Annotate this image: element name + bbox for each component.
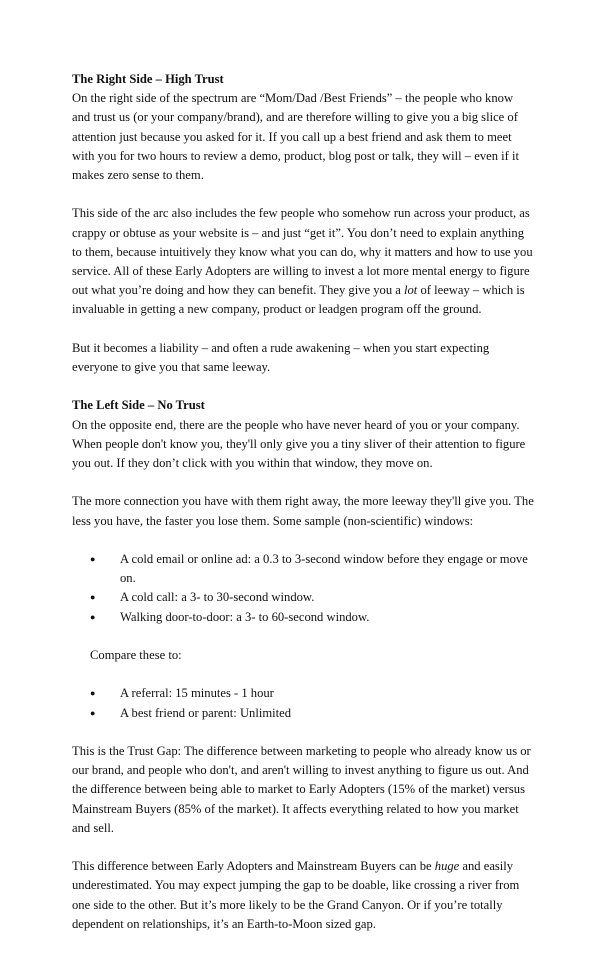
emphasis-lot: lot bbox=[404, 283, 418, 298]
paragraph-left-2: The more connection you have with them right away, the more leeway they'll give you. The less you have, the faster you lose them. Some sample (non-scientific) windows: bbox=[72, 494, 534, 528]
list-item: ● Walking door-to-door: a 3- to 60-second window. bbox=[120, 608, 534, 627]
text-span: and easily underestimated. You may expect jumping the gap to be doable, like crossing a river from one side to the other. But it’s more likely to be the Grand Canyon. Or if you’re totally dependent on relationships, it’s an Earth-to-Moon sized gap. bbox=[72, 859, 520, 931]
paragraph-trust-gap: This is the Trust Gap: The difference between marketing to people who already know us or our brand, and people who don't, and aren't willing to invest anything to figure us out. And the difference between being able to market to Early Adopters (15% of the market) versus Mainstream Buyers (85% of the market). It affects everything related to how you market and sell. bbox=[72, 743, 531, 835]
paragraph-right-1: On the right side of the spectrum are “Mom/Dad /Best Friends” – the people who know and trust us (or your company/brand), and are therefore willing to give you a big slice of attention just because you asked for it. If you call up a best friend and ask them to meet with you for two hours to review a demo, product, blog post or talk, they will – even if it makes zero sense to them. bbox=[72, 91, 519, 183]
list-item: ● A cold call: a 3- to 30-second window. bbox=[120, 588, 534, 607]
heading-left-side: The Left Side – No Trust bbox=[72, 398, 205, 413]
heading-right-side: The Right Side – High Trust bbox=[72, 72, 224, 86]
compare-list bbox=[72, 684, 534, 722]
list-item: ● A best friend or parent: Unlimited bbox=[120, 704, 534, 723]
document-page bbox=[72, 70, 534, 953]
list-item: ● A referral: 15 minutes - 1 hour bbox=[120, 684, 534, 703]
paragraph-right-2 bbox=[72, 204, 534, 319]
compare-label: Compare these to: bbox=[90, 648, 182, 662]
text-span: of leeway – which is invaluable in getting a new company, product or leadgen program off the ground. bbox=[72, 283, 525, 317]
paragraph-right-3: But it becomes a liability – and often a rude awakening – when you start expecting everyone to give you that same leeway. bbox=[72, 340, 490, 375]
paragraph-left-1: On the opposite end, there are the people who have never heard of you or your company. When people don't know you, they'll only give you a tiny sliver of their attention to figure you out. If they don’t click with you within that window, they move on. bbox=[72, 417, 526, 471]
list-item: ● A cold email or online ad: a 0.3 to 3-second window before they engage or move on. bbox=[120, 550, 534, 588]
text-span: This difference between Early Adopters and Mainstream Buyers can be bbox=[72, 859, 435, 874]
paragraph-difference bbox=[72, 857, 534, 934]
emphasis-huge: huge bbox=[434, 859, 460, 874]
windows-list bbox=[72, 550, 534, 627]
text-span: This side of the arc also includes the few people who somehow run across your product, as crappy or obtuse as your website is – and just “get it”. You don’t need to explain anything to them, because intuitively they know what you can do, why it matters and how to use you service. All of these Early Adopters are willing to invest a lot more mental energy to figure out what you’re doing and how they can benefit. They give you a bbox=[72, 206, 533, 298]
